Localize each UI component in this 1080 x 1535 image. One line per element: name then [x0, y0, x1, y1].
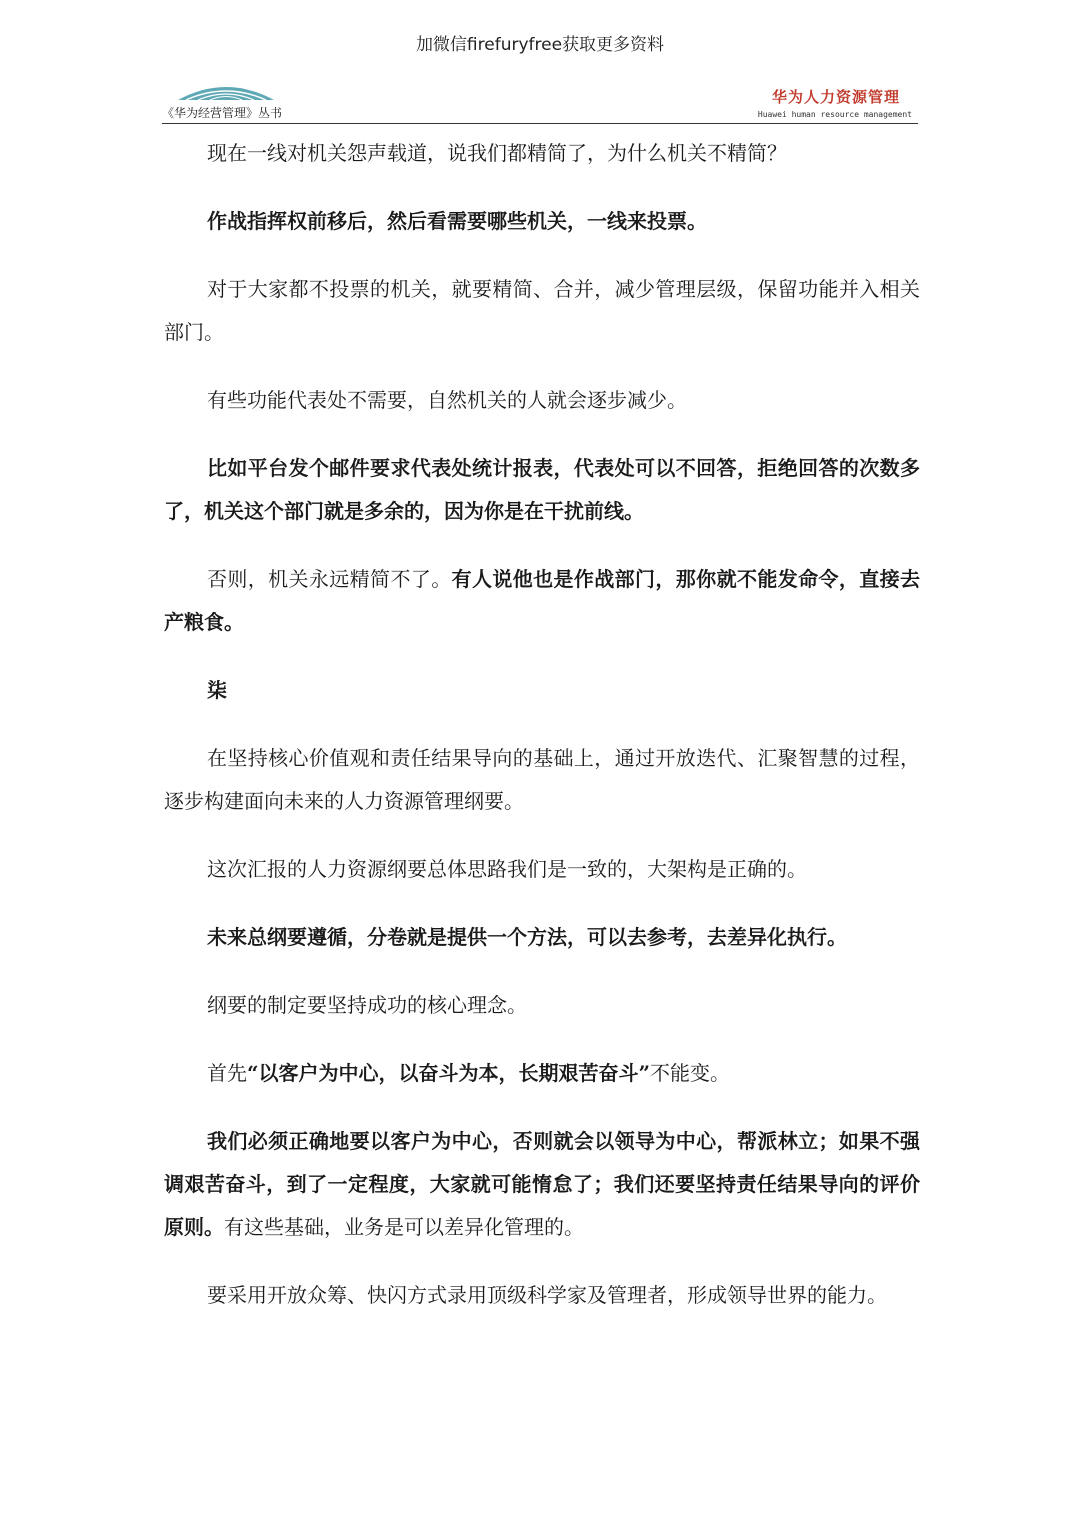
bold-text-segment: 我们必须正确地要以客户为中心，否则就会以领导为中心，帮派林立；如果不强调艰苦奋斗，到了一定程度，大家就可能惰怠了；我们还要坚持责任结果导向的评价原则。	[164, 1129, 920, 1239]
paragraph	[164, 984, 920, 1027]
text-segment: 现在一线对机关怨声载道，说我们都精简了，为什么机关不精简？	[207, 141, 787, 165]
text-segment: 有些功能代表处不需要，自然机关的人就会逐步减少。	[207, 388, 687, 412]
paragraph	[164, 132, 920, 175]
page-header	[162, 78, 918, 124]
paragraph	[164, 379, 920, 422]
paragraph	[164, 200, 920, 243]
paragraph	[164, 268, 920, 354]
text-segment: 对于大家都不投票的机关，就要精简、合并，减少管理层级，保留功能并入相关部门。	[164, 277, 920, 344]
bold-text-segment: 比如平台发个邮件要求代表处统计报表，代表处可以不回答，拒绝回答的次数多了，机关这个部门就是多余的，因为你是在干扰前线。	[164, 456, 920, 523]
bold-text-segment: 未来总纲要遵循，分卷就是提供一个方法，可以去参考，去差异化执行。	[207, 925, 847, 949]
text-segment: 不能变。	[650, 1061, 731, 1085]
text-segment: 要采用开放众筹、快闪方式录用顶级科学家及管理者，形成领导世界的能力。	[207, 1283, 887, 1307]
header-divider	[162, 123, 918, 124]
brand-title: 华为人力资源管理	[771, 88, 900, 106]
paragraph	[164, 916, 920, 959]
text-segment: 在坚持核心价值观和责任结果导向的基础上，通过开放迭代、汇聚智慧的过程，逐步构建面向未来的人力资源管理纲要。	[164, 746, 920, 813]
text-segment: 纲要的制定要坚持成功的核心理念。	[207, 993, 527, 1017]
text-segment: 否则，机关永远精简不了。	[207, 567, 452, 591]
paragraph	[164, 558, 920, 644]
bold-text-segment: 柒	[207, 678, 227, 702]
text-segment: 首先	[207, 1061, 247, 1085]
brand-subtitle: Huawei human resource management	[757, 110, 912, 119]
document-body	[164, 132, 920, 1342]
paragraph	[164, 1274, 920, 1317]
paragraph	[164, 737, 920, 823]
text-segment: 有这些基础，业务是可以差异化管理的。	[224, 1215, 584, 1239]
bold-text-segment: “以客户为中心，以奋斗为本，长期艰苦奋斗”	[247, 1061, 651, 1085]
paragraph	[164, 1120, 920, 1249]
paragraph	[164, 669, 920, 712]
bold-text-segment: 有人说他也是作战部门，那你就不能发命令，直接去产粮食。	[164, 567, 921, 634]
book-series-label: 《华为经营管理》丛书	[162, 106, 283, 120]
paragraph	[164, 1052, 920, 1095]
watermark-text: 加微信firefuryfree获取更多资料	[415, 35, 665, 55]
paragraph	[164, 848, 920, 891]
text-segment: 这次汇报的人力资源纲要总体思路我们是一致的，大架构是正确的。	[207, 857, 807, 881]
mountain-logo-icon	[176, 78, 276, 102]
bold-text-segment: 作战指挥权前移后，然后看需要哪些机关，一线来投票。	[207, 209, 707, 233]
paragraph	[164, 447, 920, 533]
